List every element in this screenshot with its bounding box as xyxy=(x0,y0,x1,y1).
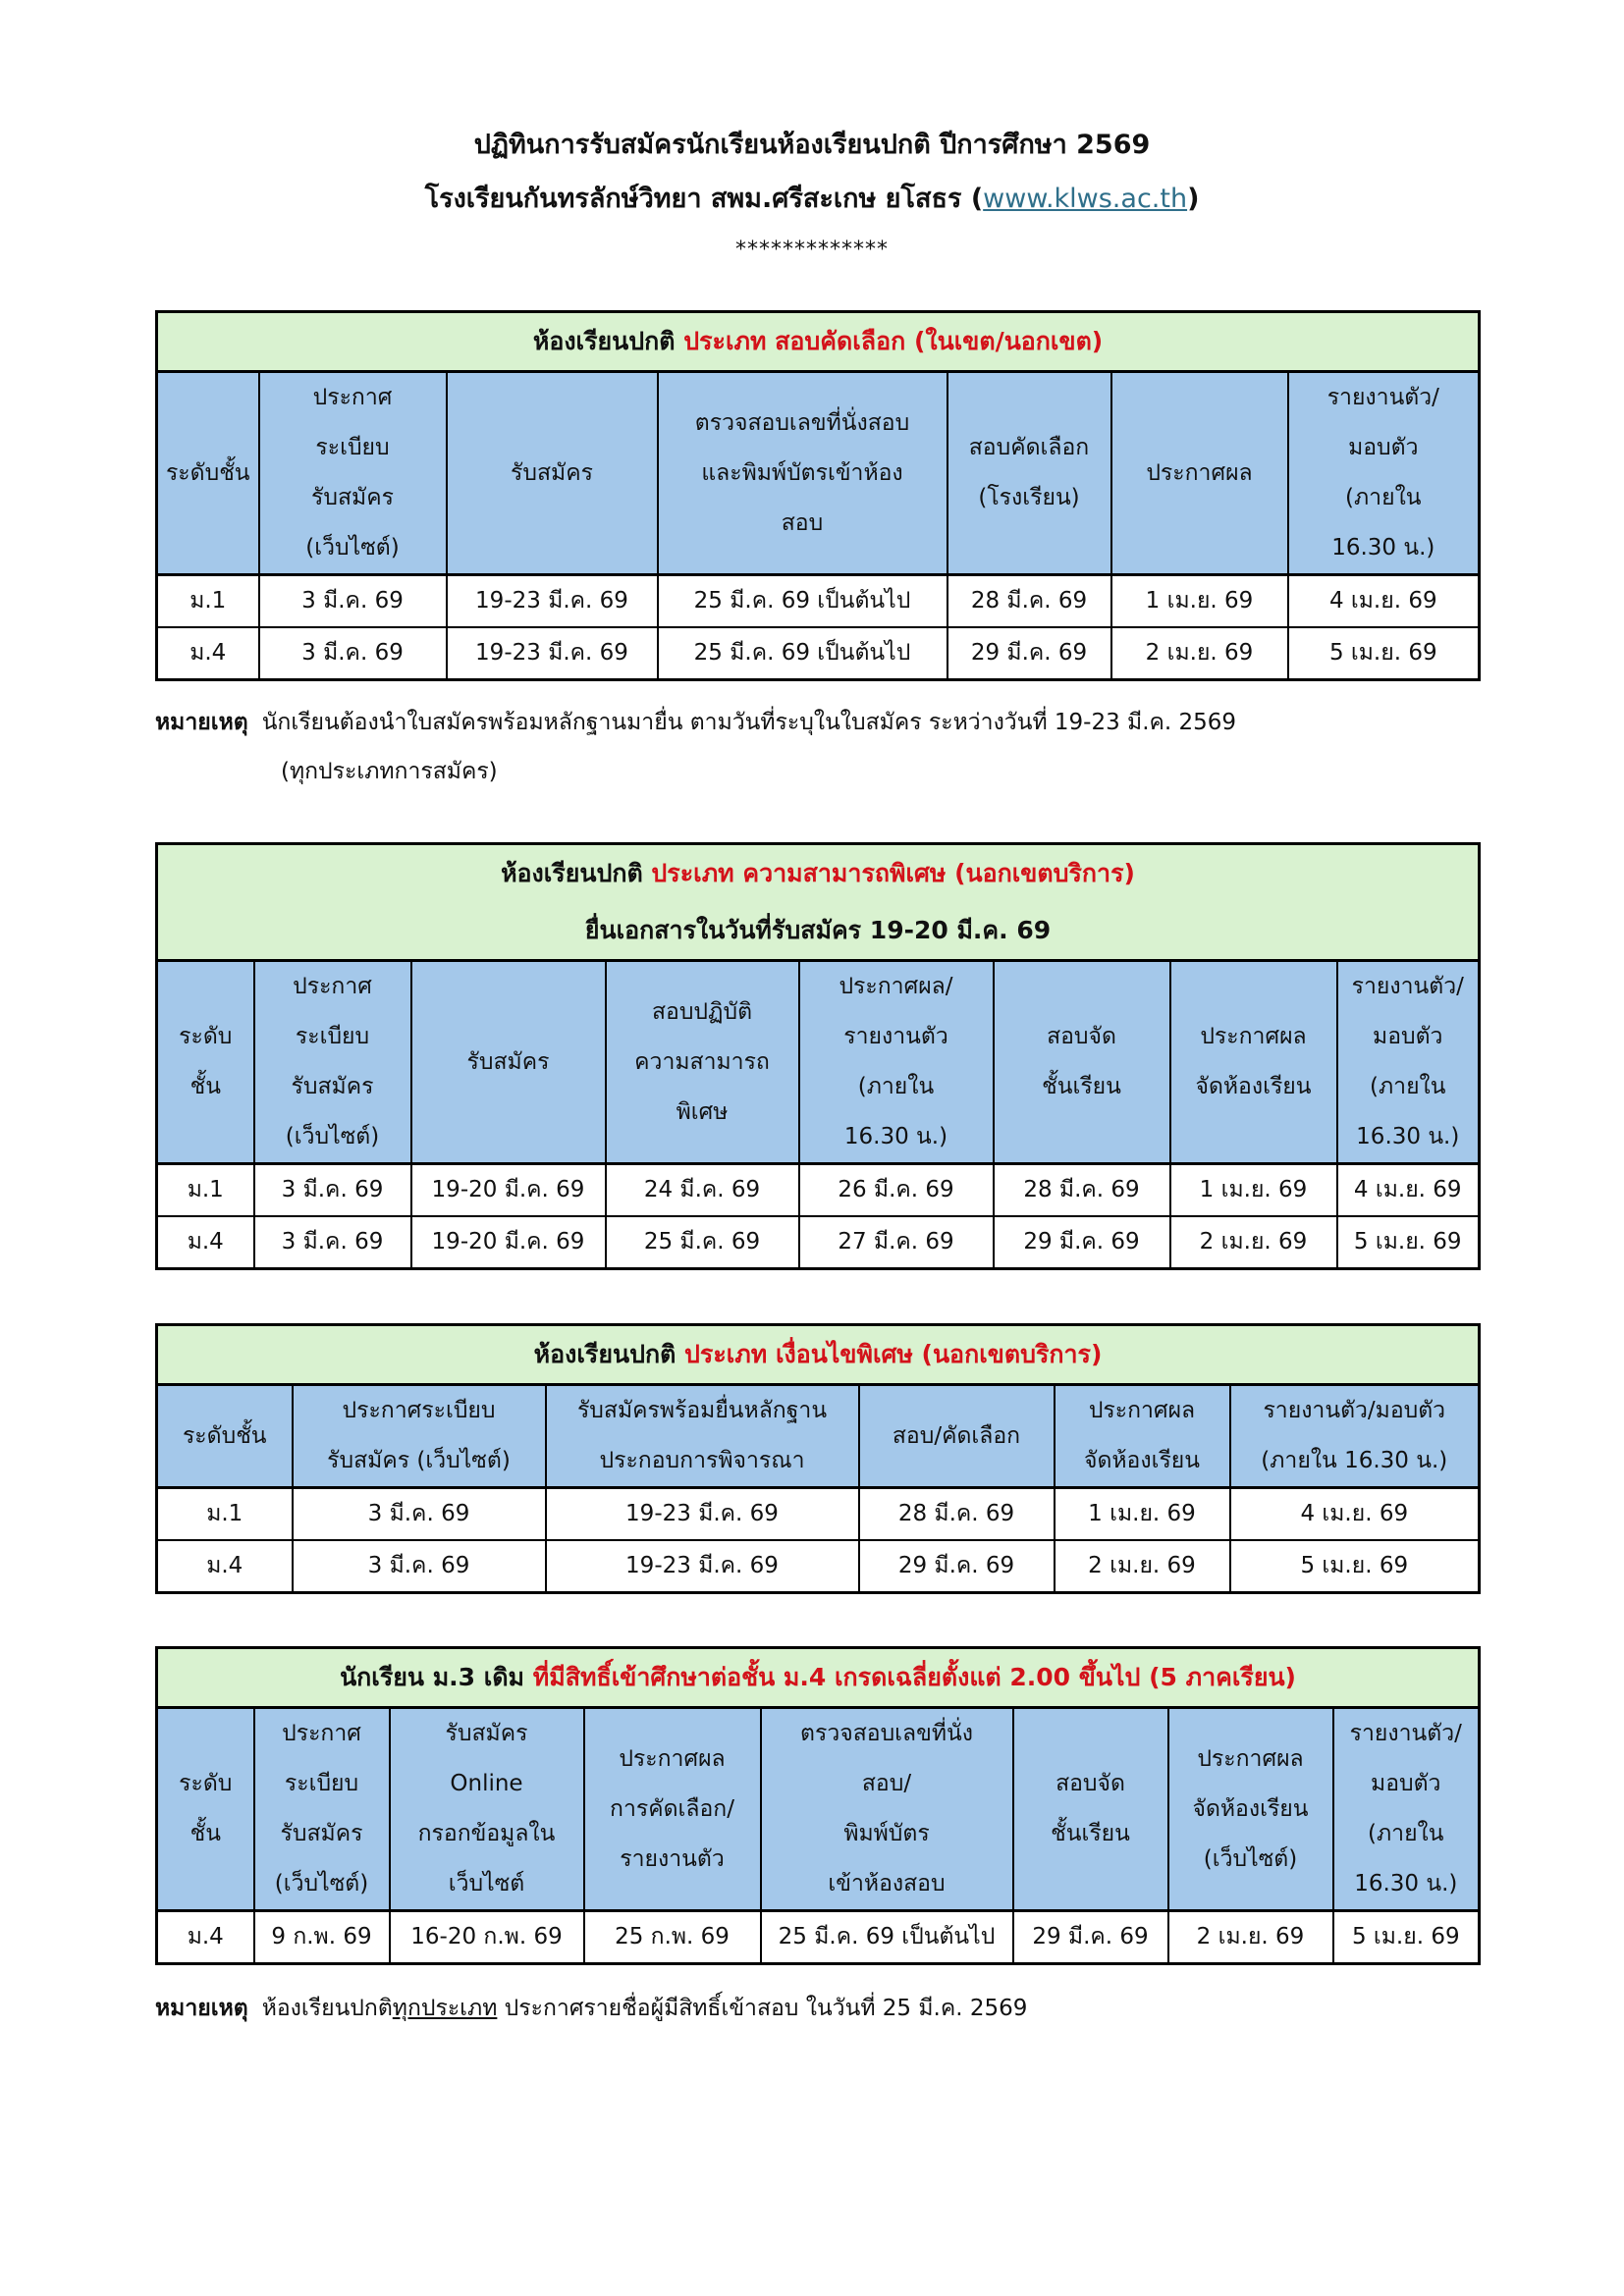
date-cell: 3 มี.ค. 69 xyxy=(293,1540,546,1593)
column-header: ประกาศระเบียบ รับสมัคร (เว็บไซต์) xyxy=(293,1385,546,1488)
column-header: ประกาศผล/ รายงานตัว (ภายใน 16.30 น.) xyxy=(799,961,994,1164)
date-cell: 1 เม.ย. 69 xyxy=(1111,575,1288,628)
date-cell: 5 เม.ย. 69 xyxy=(1230,1540,1480,1593)
column-header: สอบจัด ชั้นเรียน xyxy=(994,961,1170,1164)
grade-level-cell: ม.4 xyxy=(157,1911,254,1964)
date-cell: 2 เม.ย. 69 xyxy=(1055,1540,1230,1593)
column-header: ประกาศ ระเบียบ รับสมัคร (เว็บไซต์) xyxy=(254,1708,390,1911)
page-title: ปฏิทินการรับสมัครนักเรียนห้องเรียนปกติ ปีการศึกษา 2569 xyxy=(473,130,1151,160)
column-header: ระดับ ชั้น xyxy=(157,1708,254,1911)
date-cell: 28 มี.ค. 69 xyxy=(994,1164,1170,1217)
date-cell: 19-23 มี.ค. 69 xyxy=(447,627,658,680)
column-header: รายงานตัว/ มอบตัว (ภายใน 16.30 น.) xyxy=(1337,961,1480,1164)
table-row xyxy=(157,1911,1480,1964)
date-cell: 2 เม.ย. 69 xyxy=(1168,1911,1333,1964)
column-header: ประกาศ ระเบียบ รับสมัคร (เว็บไซต์) xyxy=(254,961,411,1164)
grade-level-cell: ม.1 xyxy=(157,575,259,628)
column-header: ตรวจสอบเลขที่นั่ง สอบ/ พิมพ์บัตร เข้าห้องสอบ xyxy=(761,1708,1013,1911)
column-header: รับสมัคร Online กรอกข้อมูลใน เว็บไซต์ xyxy=(390,1708,584,1911)
grade-level-cell: ม.4 xyxy=(157,627,259,680)
date-cell: 1 เม.ย. 69 xyxy=(1170,1164,1337,1217)
column-header: ประกาศผล จัดห้องเรียน xyxy=(1170,961,1337,1164)
column-header: รับสมัคร xyxy=(447,372,658,575)
table-caption xyxy=(157,1648,1480,1708)
table-special-condition xyxy=(155,1323,1481,1594)
table-caption xyxy=(157,312,1480,372)
date-cell: 29 มี.ค. 69 xyxy=(1013,1911,1168,1964)
date-cell: 4 เม.ย. 69 xyxy=(1337,1164,1480,1217)
date-cell: 3 มี.ค. 69 xyxy=(259,575,447,628)
date-cell: 4 เม.ย. 69 xyxy=(1230,1488,1480,1541)
column-header: ระดับชั้น xyxy=(157,372,259,575)
school-website-link[interactable]: www.klws.ac.th xyxy=(983,184,1188,214)
date-cell: 28 มี.ค. 69 xyxy=(947,575,1111,628)
column-header: สอบปฏิบัติ ความสามารถ พิเศษ xyxy=(606,961,799,1164)
table-row xyxy=(157,575,1480,628)
separator-stars: ************* xyxy=(735,238,889,262)
caption-text: ห้องเรียนปกติ xyxy=(501,859,652,887)
column-header: สอบคัดเลือก (โรงเรียน) xyxy=(947,372,1111,575)
table-body xyxy=(157,1488,1480,1593)
caption-text: นักเรียน ม.3 เดิม xyxy=(340,1663,533,1691)
grade-level-cell: ม.1 xyxy=(157,1164,254,1217)
date-cell: 5 เม.ย. 69 xyxy=(1288,627,1480,680)
table-caption xyxy=(157,844,1480,961)
caption-line2: ยื่นเอกสารในวันที่รับสมัคร 19-20 มี.ค. 69 xyxy=(584,916,1052,944)
header-row xyxy=(157,1708,1480,1911)
column-header: ระดับ ชั้น xyxy=(157,961,254,1164)
note-text-rest: ประกาศรายชื่อผู้มีสิทธิ์เข้าสอบ ในวันที่ 25 มี.ค. 2569 xyxy=(497,1996,1028,2021)
table-row xyxy=(157,1164,1480,1217)
date-cell: 3 มี.ค. 69 xyxy=(254,1164,411,1217)
caption-type: ที่มีสิทธิ์เข้าศึกษาต่อชั้น ม.4 เกรดเฉลี่ยตั้งแต่ 2.00 ขึ้นไป (5 ภาคเรียน) xyxy=(532,1663,1296,1691)
date-cell: 25 ก.พ. 69 xyxy=(584,1911,761,1964)
note-2 xyxy=(155,1984,1027,2033)
date-cell: 1 เม.ย. 69 xyxy=(1055,1488,1230,1541)
grade-level-cell: ม.1 xyxy=(157,1488,293,1541)
note-text-cont: (ทุกประเภทการสมัคร) xyxy=(281,759,498,784)
column-header: รายงานตัว/มอบตัว (ภายใน 16.30 น.) xyxy=(1230,1385,1480,1488)
column-header: ประกาศผล จัดห้องเรียน (เว็บไซต์) xyxy=(1168,1708,1333,1911)
school-close-paren: ) xyxy=(1187,184,1200,214)
table-m3-continuing xyxy=(155,1646,1481,1965)
header-row xyxy=(157,961,1480,1164)
table-caption xyxy=(157,1325,1480,1385)
grade-level-cell: ม.4 xyxy=(157,1540,293,1593)
note-text: ห้องเรียนปกติ xyxy=(261,1996,393,2021)
column-header: ระดับชั้น xyxy=(157,1385,293,1488)
date-cell: 3 มี.ค. 69 xyxy=(259,627,447,680)
note-label: หมายเหตุ xyxy=(155,710,248,735)
date-cell: 5 เม.ย. 69 xyxy=(1337,1216,1480,1269)
date-cell: 16-20 ก.พ. 69 xyxy=(390,1911,584,1964)
note-text: นักเรียนต้องนำใบสมัครพร้อมหลักฐานมายื่น ตามวันที่ระบุในใบสมัคร ระหว่างวันที่ 19-23 มี.ค. 2569 xyxy=(261,710,1237,735)
column-header: ประกาศผล xyxy=(1111,372,1288,575)
date-cell: 19-20 มี.ค. 69 xyxy=(411,1216,606,1269)
note-label: หมายเหตุ xyxy=(155,1996,248,2021)
date-cell: 2 เม.ย. 69 xyxy=(1170,1216,1337,1269)
school-line xyxy=(0,177,1624,219)
column-header: รับสมัครพร้อมยื่นหลักฐาน ประกอบการพิจารณา xyxy=(546,1385,859,1488)
table-body xyxy=(157,1911,1480,1964)
column-header: รายงานตัว/ มอบตัว (ภายใน 16.30 น.) xyxy=(1333,1708,1480,1911)
table-row xyxy=(157,1216,1480,1269)
date-cell: 4 เม.ย. 69 xyxy=(1288,575,1480,628)
date-cell: 19-23 มี.ค. 69 xyxy=(546,1488,859,1541)
date-cell: 5 เม.ย. 69 xyxy=(1333,1911,1480,1964)
column-header: ตรวจสอบเลขที่นั่งสอบ และพิมพ์บัตรเข้าห้อง สอบ xyxy=(658,372,947,575)
column-header: สอบ/คัดเลือก xyxy=(859,1385,1055,1488)
date-cell: 28 มี.ค. 69 xyxy=(859,1488,1055,1541)
column-header: สอบจัด ชั้นเรียน xyxy=(1013,1708,1168,1911)
date-cell: 3 มี.ค. 69 xyxy=(254,1216,411,1269)
date-cell: 25 มี.ค. 69 เป็นต้นไป xyxy=(761,1911,1013,1964)
caption-type: ประเภท เงื่อนไขพิเศษ (นอกเขตบริการ) xyxy=(684,1340,1103,1368)
caption-type: ประเภท สอบคัดเลือก (ในเขต/นอกเขต) xyxy=(683,327,1104,355)
date-cell: 3 มี.ค. 69 xyxy=(293,1488,546,1541)
date-cell: 2 เม.ย. 69 xyxy=(1111,627,1288,680)
header-row xyxy=(157,372,1480,575)
table-special-ability xyxy=(155,842,1481,1270)
school-name: โรงเรียนกันทรลักษ์วิทยา สพม.ศรีสะเกษ ยโสธร ( xyxy=(424,184,984,214)
date-cell: 25 มี.ค. 69 เป็นต้นไป xyxy=(658,627,947,680)
date-cell: 26 มี.ค. 69 xyxy=(799,1164,994,1217)
date-cell: 19-23 มี.ค. 69 xyxy=(546,1540,859,1593)
date-cell: 19-23 มี.ค. 69 xyxy=(447,575,658,628)
column-header: รายงานตัว/ มอบตัว (ภายใน 16.30 น.) xyxy=(1288,372,1480,575)
date-cell: 29 มี.ค. 69 xyxy=(994,1216,1170,1269)
column-header: ประกาศ ระเบียบ รับสมัคร (เว็บไซต์) xyxy=(259,372,447,575)
note-1 xyxy=(155,698,1236,796)
table-row xyxy=(157,1488,1480,1541)
date-cell: 27 มี.ค. 69 xyxy=(799,1216,994,1269)
date-cell: 24 มี.ค. 69 xyxy=(606,1164,799,1217)
date-cell: 25 มี.ค. 69 xyxy=(606,1216,799,1269)
table-selective-exam xyxy=(155,310,1481,681)
table-row xyxy=(157,627,1480,680)
grade-level-cell: ม.4 xyxy=(157,1216,254,1269)
caption-text: ห้องเรียนปกติ xyxy=(532,327,684,355)
column-header: ประกาศผล การคัดเลือก/ รายงานตัว xyxy=(584,1708,761,1911)
column-header: ประกาศผล จัดห้องเรียน xyxy=(1055,1385,1230,1488)
caption-type: ประเภท ความสามารถพิเศษ (นอกเขตบริการ) xyxy=(651,859,1135,887)
note-underlined: ทุกประเภท xyxy=(392,1996,498,2021)
date-cell: 29 มี.ค. 69 xyxy=(859,1540,1055,1593)
header-row xyxy=(157,1385,1480,1488)
table-body xyxy=(157,575,1480,680)
date-cell: 29 มี.ค. 69 xyxy=(947,627,1111,680)
table-body xyxy=(157,1164,1480,1269)
date-cell: 25 มี.ค. 69 เป็นต้นไป xyxy=(658,575,947,628)
table-row xyxy=(157,1540,1480,1593)
date-cell: 9 ก.พ. 69 xyxy=(254,1911,390,1964)
caption-text: ห้องเรียนปกติ xyxy=(533,1340,685,1368)
date-cell: 19-20 มี.ค. 69 xyxy=(411,1164,606,1217)
column-header: รับสมัคร xyxy=(411,961,606,1164)
